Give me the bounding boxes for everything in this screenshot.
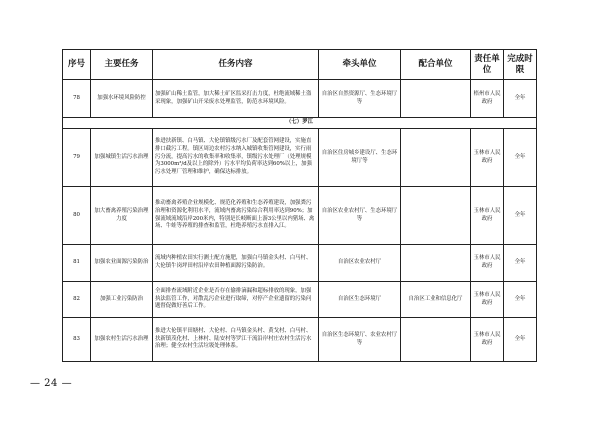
row-task: 加强农村生活污水治理 <box>91 318 153 362</box>
table-row <box>63 187 537 245</box>
row-no: 78 <box>63 80 91 118</box>
row-content: 推进扶新镇、白马镇、大伦镇镇级污水厂及配套管网建设，实施直排口截污工程。镇区周边农村污水纳入城镇收集管网建设，实行雨污分流，提高污水的收集率和收集率，镇级污水处理厂（处理规模为3000m³/d及以上的除外）污水平均负荷率达到60%以上，加强污水处理厂管理和维护，确保达标排放。 <box>153 129 319 187</box>
row-coop-unit <box>401 80 471 118</box>
section-row <box>63 118 537 129</box>
row-lead-unit: 自治区生态环境厅 <box>319 282 401 318</box>
table-header-row <box>63 50 537 80</box>
row-content: 加强矿山稀土监管，加大稀土矿区监采打击力度，杜绝流域稀土盗采现象，加强矿山开采废水处理监管，防范水环境风险。 <box>153 80 319 118</box>
row-task: 加强工业污染防治 <box>91 282 153 318</box>
header-responsible-unit: 责任单位 <box>471 50 504 80</box>
row-deadline: 全年 <box>504 187 537 245</box>
header-lead-unit: 牵头单位 <box>319 50 401 80</box>
row-responsible-unit: 玉林市人民政府 <box>471 318 504 362</box>
row-coop-unit <box>401 318 471 362</box>
row-responsible-unit: 玉林市人民政府 <box>471 129 504 187</box>
table-row <box>63 129 537 187</box>
table-row <box>63 245 537 282</box>
row-no: 79 <box>63 129 91 187</box>
header-no: 序号 <box>63 50 91 80</box>
table-row <box>63 282 537 318</box>
row-task: 加大畜禽养殖污染治理力度 <box>91 187 153 245</box>
row-task: 加强水环境风险防控 <box>91 80 153 118</box>
row-content: 流域内种植农田实行测土配方施肥，加强白马镇金头村、白马村、大伦镇牛岗坪田村沿岸农田种植面源污染防治。 <box>153 245 319 282</box>
row-coop-unit <box>401 129 471 187</box>
row-no: 82 <box>63 282 91 318</box>
row-lead-unit: 自治区农业农村厅 <box>319 245 401 282</box>
section-title: （七）罗江 <box>63 118 537 129</box>
row-lead-unit: 自治区生态环境厅、农业农村厅等 <box>319 318 401 362</box>
row-content: 全面排查流域附近企业是否存在偷排滴漏和超标排放的现象，加强执法监管工作，对散乱污企业进行取缔，对停产企业遗留的污染问题督促做好善后工作。 <box>153 282 319 318</box>
row-no: 80 <box>63 187 91 245</box>
row-responsible-unit: 玉林市人民政府 <box>471 245 504 282</box>
row-lead-unit: 自治区自然资源厅、生态环境厅等 <box>319 80 401 118</box>
task-table <box>62 49 537 362</box>
row-no: 81 <box>63 245 91 282</box>
row-responsible-unit: 玉林市人民政府 <box>471 282 504 318</box>
row-coop-unit <box>401 245 471 282</box>
row-responsible-unit: 玉林市人民政府 <box>471 187 504 245</box>
table-row <box>63 80 537 118</box>
row-task: 加强农业面源污染防治 <box>91 245 153 282</box>
table-row <box>63 318 537 362</box>
row-no: 83 <box>63 318 91 362</box>
row-deadline: 全年 <box>504 282 537 318</box>
row-lead-unit: 自治区住房城乡建设厅、生态环境厅等 <box>319 129 401 187</box>
row-responsible-unit: 梧州市人民政府 <box>471 80 504 118</box>
row-deadline: 全年 <box>504 80 537 118</box>
row-lead-unit: 自治区农业农村厅、生态环境厅等 <box>319 187 401 245</box>
row-deadline: 全年 <box>504 318 537 362</box>
page-number: — 24 — <box>30 378 73 389</box>
header-task: 主要任务 <box>91 50 153 80</box>
row-coop-unit <box>401 187 471 245</box>
row-deadline: 全年 <box>504 245 537 282</box>
header-deadline: 完成时限 <box>504 50 537 80</box>
header-content: 任务内容 <box>153 50 319 80</box>
row-task: 加强城镇生活污水治理 <box>91 129 153 187</box>
row-deadline: 全年 <box>504 129 537 187</box>
row-coop-unit: 自治区工业和信息化厅 <box>401 282 471 318</box>
row-content: 推进大伦镇平田塘村、大伦村、白马镇金头村、黄戈村、白马村、扶新镇茂化村、上林村、陆安村等罗江干流沿岸村庄农村生活污水治理；健全农村生活垃圾处理体系。 <box>153 318 319 362</box>
row-content: 推动畜禽养殖企业规模化、规范化养殖和生态养殖建设，加强粪污治理和资源化利用水平，流域内畜禽污染综合利用率达到90%；加强流域流域沿岸200米内，特别是长岐断面上游3公里以内猪场、禽场、牛蛙等养殖的排查和监管，杜绝养殖污水直排入江。 <box>153 187 319 245</box>
header-coop-unit: 配合单位 <box>401 50 471 80</box>
